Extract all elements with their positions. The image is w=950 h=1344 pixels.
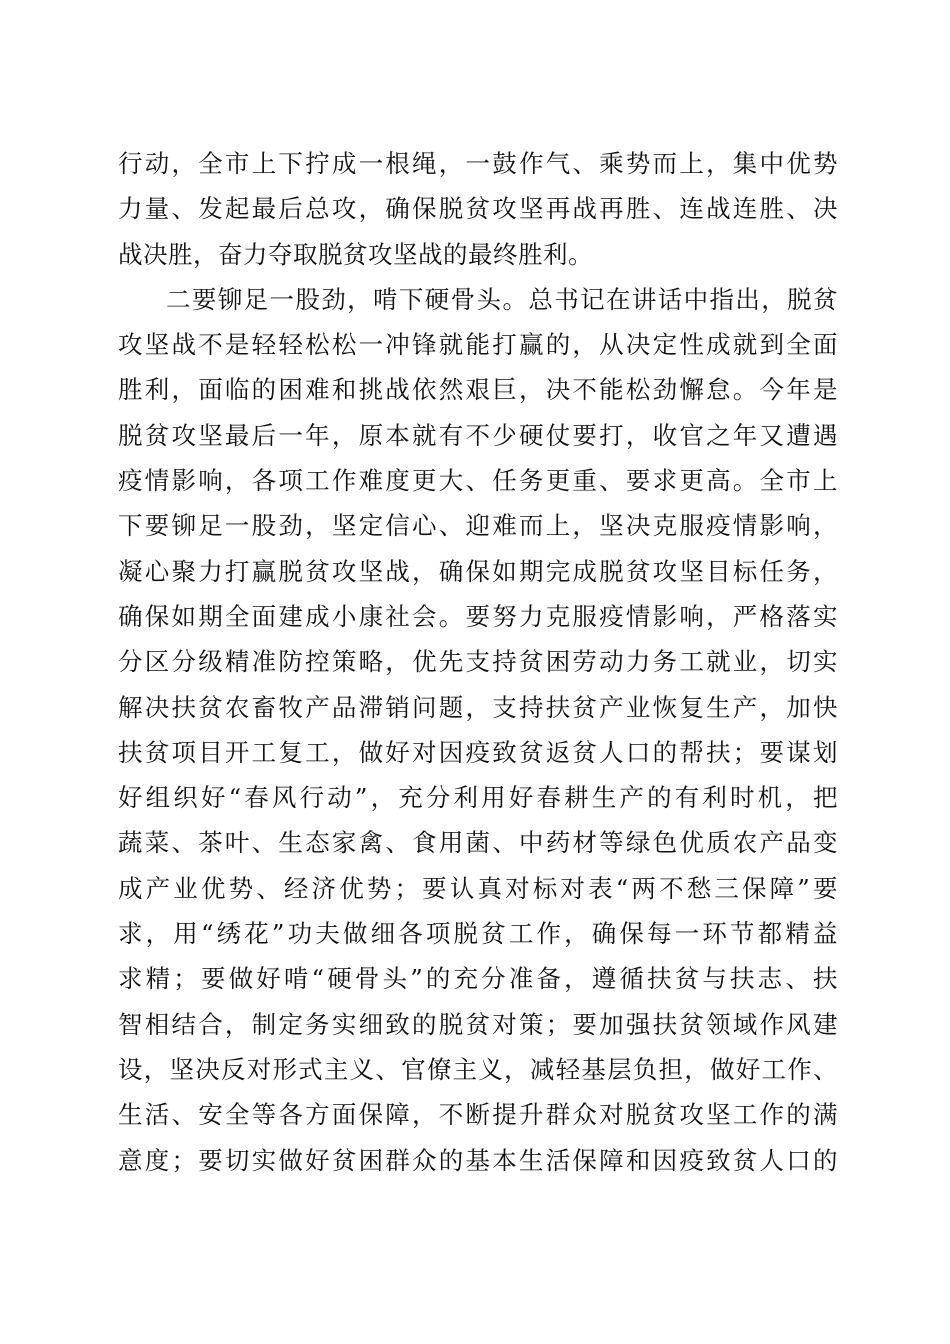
paragraph-first-line: 二要铆足一股劲，啃下硬骨头。总书记在讲话中指出，脱贫 — [166, 284, 838, 314]
text-line: 胜利，面临的困难和挑战依然艰巨，决不能松劲懈怠。今年是 — [118, 375, 838, 405]
text-line: 力量、发起最后总攻，确保脱贫攻坚再战再胜、连战连胜、决 — [118, 194, 838, 224]
text-line: 求精；要做好啃“硬骨头”的充分准备，遵循扶贫与扶志、扶 — [118, 964, 838, 994]
text-line: 行动，全市上下拧成一根绳，一鼓作气、乘势而上，集中优势 — [118, 149, 838, 178]
text-line: 凝心聚力打赢脱贫攻坚战，确保如期完成脱贫攻坚目标任务， — [118, 556, 838, 586]
text-line: 生活、安全等各方面保障，不断提升群众对脱贫攻坚工作的满 — [118, 1100, 838, 1130]
body-text — [118, 141, 838, 1183]
text-line: 好组织好“春风行动”，充分利用好春耕生产的有利时机，把 — [118, 783, 838, 813]
text-line: 解决扶贫农畜牧产品滞销问题，支持扶贫产业恢复生产，加快 — [118, 692, 838, 722]
text-line: 求，用“绣花”功夫做细各项脱贫工作，确保每一环节都精益 — [118, 919, 838, 949]
text-line: 分区分级精准防控策略，优先支持贫困劳动力务工就业，切实 — [118, 647, 838, 677]
text-line: 扶贫项目开工复工，做好对因疫致贫返贫人口的帮扶；要谋划 — [118, 737, 838, 767]
text-line: 攻坚战不是轻轻松松一冲锋就能打赢的，从决定性成就到全面 — [118, 330, 838, 360]
text-line: 意度；要切实做好贫困群众的基本生活保障和因疫致贫人口的 — [118, 1145, 838, 1175]
text-line: 智相结合，制定务实细致的脱贫对策；要加强扶贫领域作风建 — [118, 1009, 838, 1039]
text-line: 成产业优势、经济优势；要认真对标对表“两不愁三保障”要 — [118, 873, 838, 903]
text-line: 脱贫攻坚最后一年，原本就有不少硬仗要打，收官之年又遭遇 — [118, 420, 838, 450]
text-line: 战决胜，奋力夺取脱贫攻坚战的最终胜利。 — [118, 239, 593, 269]
text-line: 蔬菜、茶叶、生态家禽、食用菌、中药材等绿色优质农产品变 — [118, 828, 838, 858]
text-line: 设，坚决反对形式主义、官僚主义，减轻基层负担，做好工作、 — [118, 1054, 838, 1084]
text-line: 疫情影响，各项工作难度更大、任务更重、要求更高。全市上 — [118, 466, 838, 496]
text-line: 确保如期全面建成小康社会。要努力克服疫情影响，严格落实 — [118, 601, 838, 631]
text-line: 下要铆足一股劲，坚定信心、迎难而上，坚决克服疫情影响， — [118, 511, 838, 541]
